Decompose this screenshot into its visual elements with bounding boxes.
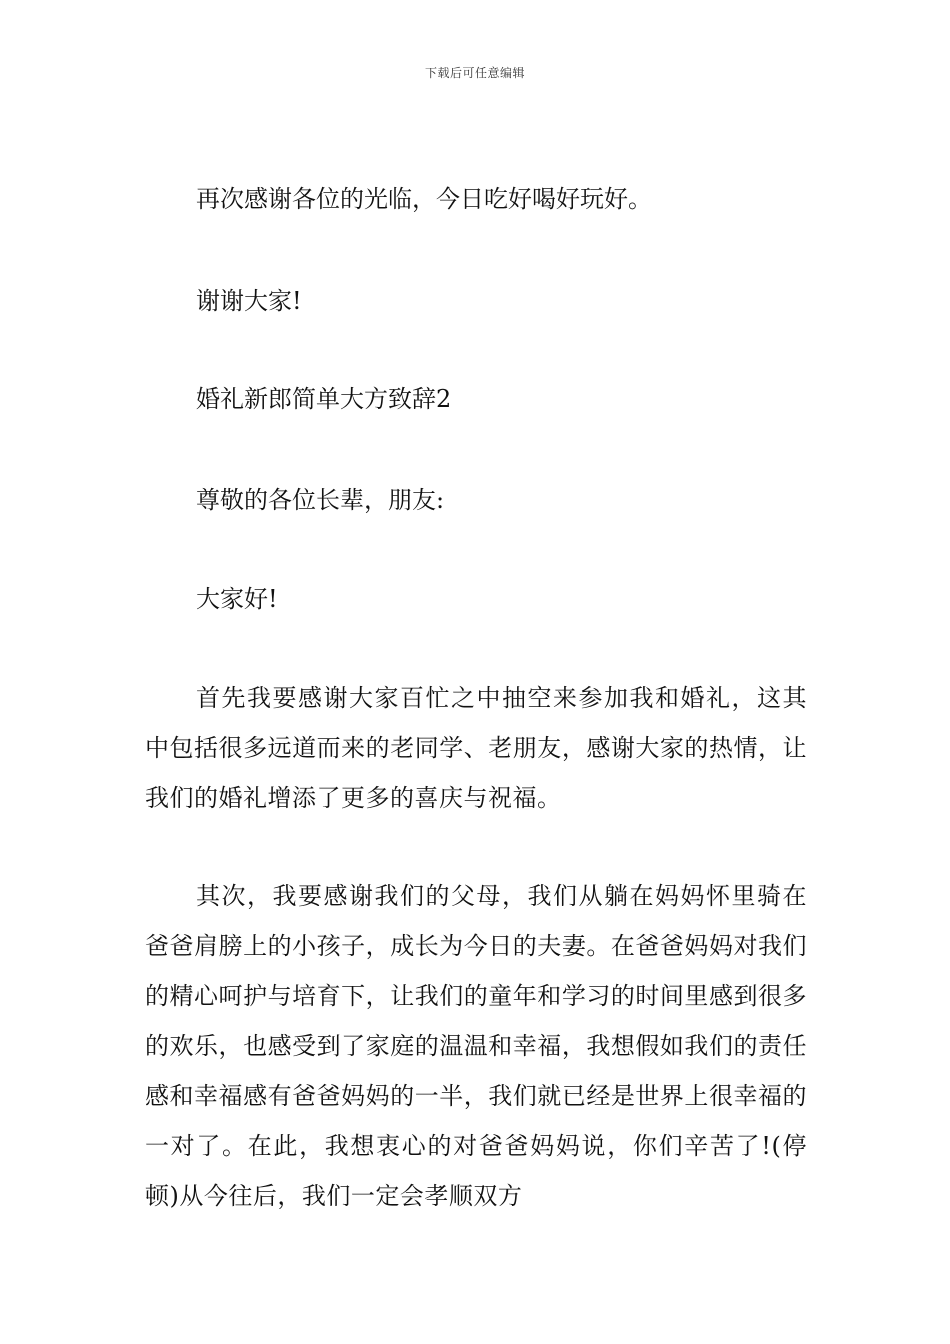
paragraph-thank-everyone: 谢谢大家!	[196, 287, 302, 315]
paragraph-second: 其次，我要感谢我们的父母，我们从躺在妈妈怀里骑在爸爸肩膀上的小孩子，成长为今日的夫妻。在爸爸妈妈对我们的精心呵护与培育下，让我们的童年和学习的时间里感到很多的欢乐，也感受到了家庭的温温和幸福，我想假如我们的责任感和幸福感有爸爸妈妈的一半，我们就已经是世界上很幸福的一对了。在此，我想衷心的对爸爸妈妈说，你们辛苦了!(停顿)从今往后，我们一定会孝顺双方	[145, 882, 807, 1210]
paragraph-thanks-again: 再次感谢各位的光临，今日吃好喝好玩好。	[196, 185, 652, 213]
paragraph-first: 首先我要感谢大家百忙之中抽空来参加我和婚礼，这其中包括很多远道而来的老同学、老朋友，感谢大家的热情，让我们的婚礼增添了更多的喜庆与祝福。	[145, 684, 807, 812]
paragraph-salutation: 尊敬的各位长辈，朋友:	[196, 486, 445, 514]
page-header: 下载后可任意编辑	[424, 66, 525, 80]
paragraph-greeting: 大家好!	[196, 585, 278, 613]
section-title: 婚礼新郎简单大方致辞2	[196, 385, 452, 413]
